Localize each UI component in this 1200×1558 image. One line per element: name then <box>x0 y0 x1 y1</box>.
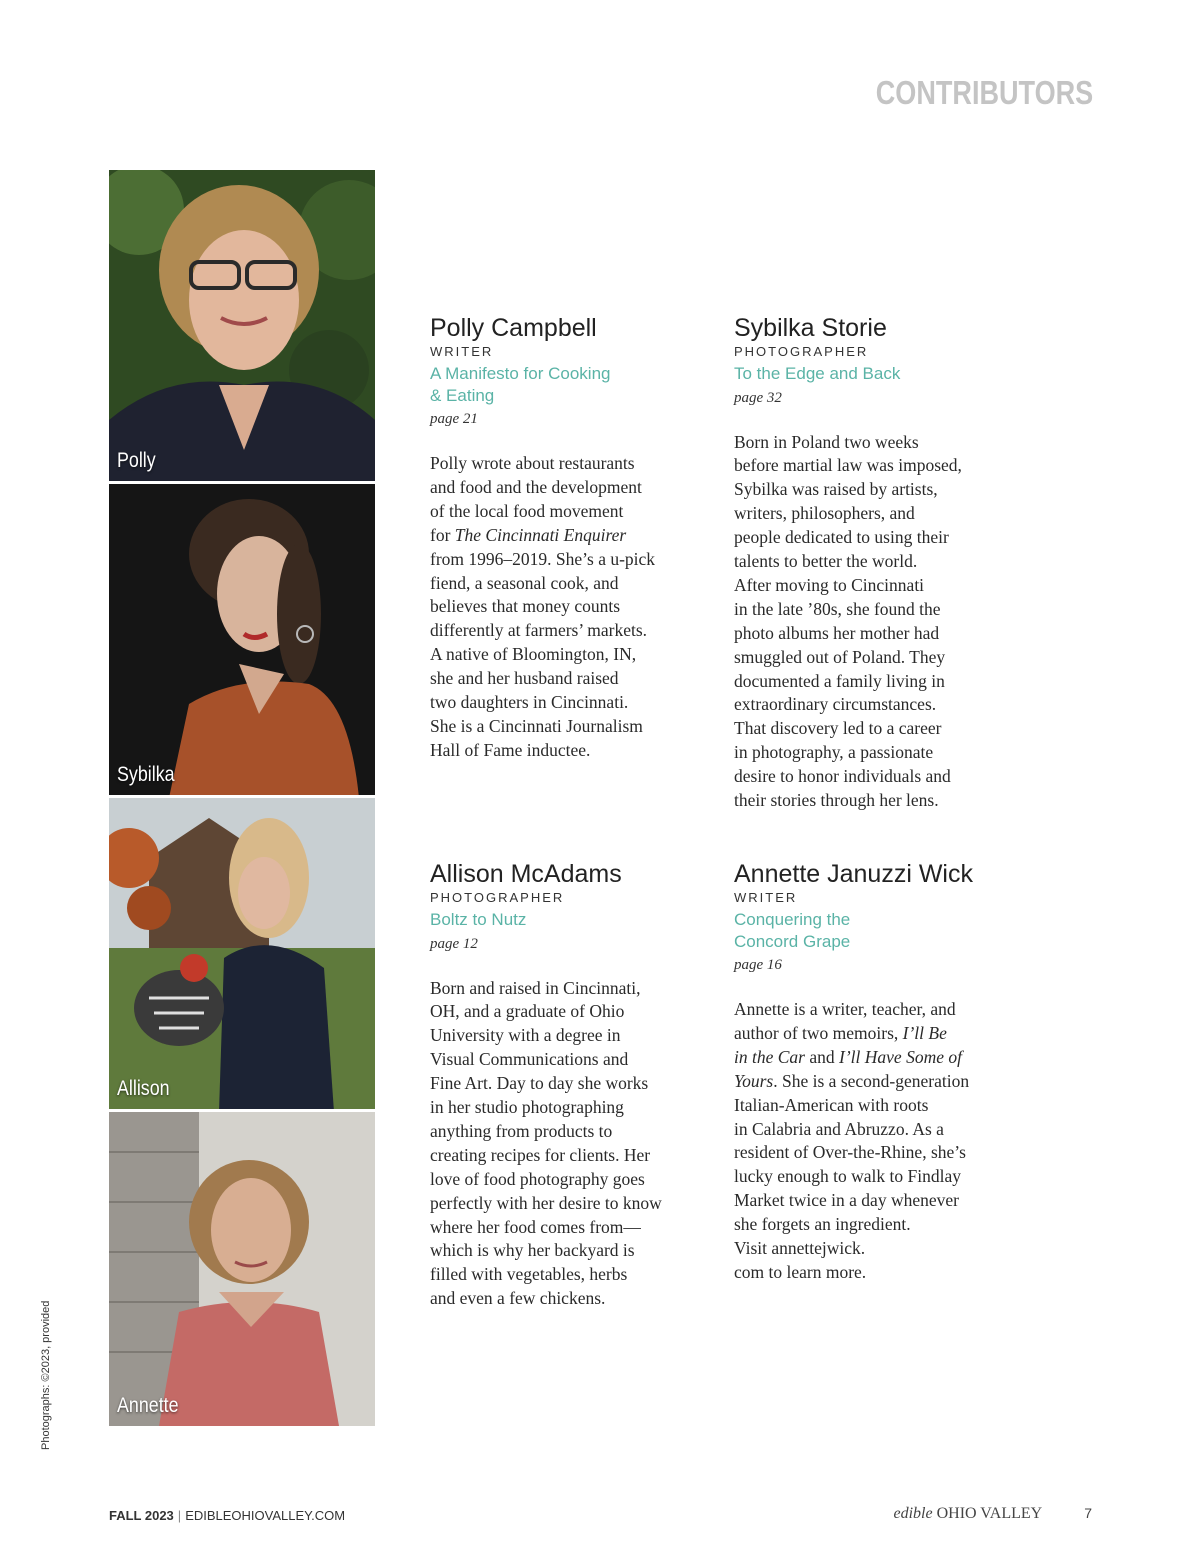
portrait-annette-image <box>109 1112 375 1426</box>
contributor-annette-januzzi-wick <box>734 859 994 1285</box>
bio-line: and even a few chickens. <box>430 1288 606 1309</box>
magazine-brand <box>893 1505 1042 1522</box>
bio-line: Born in Poland two weeks <box>734 431 919 452</box>
bio-line: believes that money counts <box>430 596 621 617</box>
bio-line: fiend, a seasonal cook, and <box>430 572 619 593</box>
brand-name: OHIO VALLEY <box>936 1505 1043 1522</box>
bio-line: OH, and a graduate of Ohio <box>430 1001 625 1022</box>
contributor-name: Allison McAdams <box>430 860 622 888</box>
photo-caption-sybilka: Sybilka <box>117 763 175 786</box>
bio-text: and <box>809 1046 835 1067</box>
bio-line <box>734 1070 994 1094</box>
bio-line: creating recipes for clients. Her <box>430 1144 651 1165</box>
page-reference: page 16 <box>734 957 782 973</box>
bio-line: their stories through her lens. <box>734 790 939 811</box>
story-title-line: Conquering the <box>734 910 851 929</box>
section-title: CONTRIBUTORS <box>875 74 1093 111</box>
photo-polly <box>109 170 375 484</box>
story-title-line: Concord Grape <box>734 931 851 951</box>
contributor-name: Annette Januzzi Wick <box>734 860 973 888</box>
bio-line: in the late ’80s, she found the <box>734 598 941 619</box>
footer-issue-info <box>109 1508 345 1523</box>
bio-text: author of two memoirs, <box>734 1022 899 1043</box>
bio-line: before martial law was imposed, <box>734 455 962 476</box>
bio-line: University with a degree in <box>430 1025 621 1046</box>
contributor-bio <box>430 977 690 1312</box>
bio-line: Polly wrote about restaurants <box>430 453 635 473</box>
footer-season: FALL 2023 <box>109 1508 174 1523</box>
bio-line: in her studio photographing <box>430 1097 624 1118</box>
bio-line: she forgets an ingredient. <box>734 1214 911 1235</box>
bio-line: of the local food movement <box>430 500 624 521</box>
footer-separator: | <box>177 1508 182 1523</box>
bio-line: documented a family living in <box>734 670 945 691</box>
bio-line <box>430 524 690 548</box>
bio-line: After moving to Cincinnati <box>734 574 925 595</box>
photo-allison <box>109 798 375 1112</box>
bio-line: she and her husband raised <box>430 668 619 689</box>
contributor-role: WRITER <box>430 344 494 359</box>
contributor-bio <box>734 431 994 814</box>
portrait-sybilka-image <box>109 484 375 798</box>
story-title-line: & Eating <box>430 385 495 405</box>
photo-caption-polly: Polly <box>117 449 156 472</box>
bio-line: desire to honor individuals and <box>734 766 951 787</box>
book-title: I’ll Have Some of <box>839 1046 962 1067</box>
bio-line: where her food comes from— <box>430 1216 641 1237</box>
bio-line: Sybilka was raised by artists, <box>734 479 938 500</box>
page-reference: page 21 <box>430 411 478 427</box>
photo-column <box>109 170 375 1426</box>
bio-line: Annette is a writer, teacher, and <box>734 999 956 1019</box>
book-title: in the Car <box>734 1046 805 1067</box>
bio-line: extraordinary circumstances. <box>734 694 937 715</box>
bio-line: lucky enough to walk to Findlay <box>734 1166 961 1187</box>
contributor-role: PHOTOGRAPHER <box>430 890 565 905</box>
bio-text: for <box>430 524 451 545</box>
bio-line: smuggled out of Poland. They <box>734 646 946 667</box>
photo-credit: Photographs: ©2023, provided <box>40 1300 52 1450</box>
bio-line: Fine Art. Day to day she works <box>430 1073 649 1094</box>
bio-line: which is why her backyard is <box>430 1240 635 1261</box>
story-title-line: A Manifesto for Cooking <box>430 364 611 383</box>
bio-line: differently at farmers’ markets. <box>430 620 648 641</box>
bio-line: That discovery led to a career <box>734 718 942 739</box>
bio-line: photo albums her mother had <box>734 622 940 643</box>
contributor-name: Polly Campbell <box>430 314 597 342</box>
bio-text: . She is a second-generation <box>773 1070 970 1091</box>
photo-caption-annette: Annette <box>117 1394 179 1417</box>
book-title: Yours <box>734 1070 774 1091</box>
bio-line: She is a Cincinnati Journalism <box>430 715 643 736</box>
page-reference: page 32 <box>734 389 782 406</box>
bio-line: people dedicated to using their <box>734 527 949 548</box>
photo-sybilka <box>109 484 375 798</box>
contributor-role: WRITER <box>734 890 798 905</box>
page-reference: page 12 <box>430 935 478 952</box>
bio-line: Italian-American with roots <box>734 1094 929 1115</box>
bio-line: love of food photography goes <box>430 1168 645 1189</box>
story-title-link[interactable] <box>734 909 994 952</box>
book-title: I’ll Be <box>902 1022 947 1043</box>
story-title-link[interactable] <box>734 363 994 385</box>
contributor-bio <box>734 998 994 1285</box>
bio-line: two daughters in Cincinnati. <box>430 692 629 713</box>
bio-line: resident of Over-the-Rhine, she’s <box>734 1142 966 1163</box>
page-number: 7 <box>1084 1505 1092 1521</box>
contributor-sybilka-storie <box>734 313 994 813</box>
bio-line: Born and raised in Cincinnati, <box>430 977 641 998</box>
bio-line: A native of Bloomington, IN, <box>430 644 637 665</box>
contributor-polly-campbell <box>430 313 690 763</box>
bio-line: anything from products to <box>430 1120 613 1141</box>
bio-line: filled with vegetables, herbs <box>430 1264 628 1285</box>
brand-italic: edible <box>893 1505 933 1522</box>
bio-line: from 1996–2019. She’s a u-pick <box>430 548 656 569</box>
bio-line: in Calabria and Abruzzo. As a <box>734 1118 944 1139</box>
contributor-name: Sybilka Storie <box>734 314 887 342</box>
bio-line: writers, philosophers, and <box>734 503 915 524</box>
photo-caption-allison: Allison <box>117 1077 170 1100</box>
bio-line <box>734 1046 994 1070</box>
bio-line: Market twice in a day whenever <box>734 1190 959 1211</box>
bio-line: in photography, a passionate <box>734 742 934 763</box>
bio-line[interactable]: Visit annettejwick. <box>734 1238 866 1259</box>
bio-line: com to learn more. <box>734 1261 867 1282</box>
contributor-allison-mcadams <box>430 859 690 1311</box>
footer-website-link[interactable]: EDIBLEOHIOVALLEY.COM <box>185 1508 346 1523</box>
photo-annette <box>109 1112 375 1426</box>
bio-line: perfectly with her desire to know <box>430 1192 662 1213</box>
footer-brand <box>893 1505 1092 1523</box>
story-title-link[interactable] <box>430 363 690 406</box>
portrait-allison-image <box>109 798 375 1112</box>
bio-line: and food and the development <box>430 476 642 497</box>
contributor-role: PHOTOGRAPHER <box>734 344 869 359</box>
story-title-line: Boltz to Nutz <box>430 910 527 929</box>
bio-line: Hall of Fame inductee. <box>430 739 591 760</box>
story-title-link[interactable] <box>430 909 690 931</box>
publication-title: The Cincinnati Enquirer <box>454 524 627 545</box>
bio-line: talents to better the world. <box>734 551 918 572</box>
contributor-bio <box>430 452 690 763</box>
bio-line: Visual Communications and <box>430 1049 629 1070</box>
bio-line <box>734 1022 994 1046</box>
story-title-line: To the Edge and Back <box>734 364 901 383</box>
portrait-polly-image <box>109 170 375 484</box>
